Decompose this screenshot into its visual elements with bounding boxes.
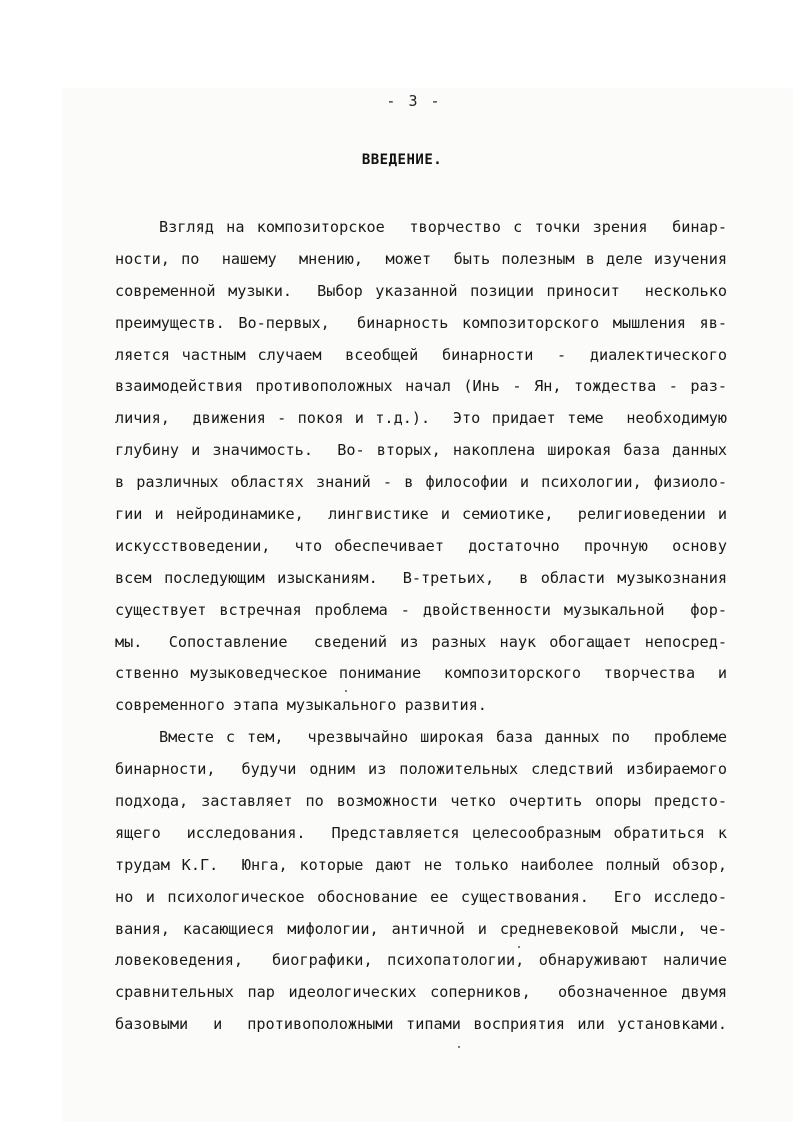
text-line: существует встречная проблема - двойственности музыкальной фор- xyxy=(115,600,727,619)
text-line: ственно музыковедческое понимание композиторского творчества и xyxy=(115,664,727,683)
text-line: всем последующим изысканиям. В-третьих, в области музыкознания xyxy=(115,568,727,587)
text-line: гии и нейродинамике, лингвистике и семиотике, религиоведении и xyxy=(115,505,727,524)
text-line: современной музыки. Выбор указанной позиции приносит несколько xyxy=(115,281,727,300)
text-line: личия, движения - покоя и т.д.). Это придает теме необходимую xyxy=(115,409,727,428)
scan-speck xyxy=(458,1046,460,1048)
text-line: в различных областях знаний - в философии и психологии, физиоло- xyxy=(115,473,727,492)
text-line: Вместе с тем, чрезвычайно широкая база данных по проблеме xyxy=(159,728,727,747)
paragraph-1 xyxy=(115,212,727,722)
text-line: бинарности, будучи одним из положительных следствий избираемого xyxy=(115,760,727,779)
body-text xyxy=(115,212,727,1041)
text-line: искусствоведении, что обеспечивает достаточно прочную основу xyxy=(115,536,727,555)
scan-speck xyxy=(518,946,520,948)
text-line: ляется частным случаем всеобщей бинарности - диалектического xyxy=(115,345,727,364)
text-line: взаимодействия противоположных начал (Инь - Ян, тождества - раз- xyxy=(115,377,727,396)
text-line: мы. Сопоставление сведений из разных наук обогащает непосред- xyxy=(115,632,727,651)
page-number: - 3 - xyxy=(386,92,442,110)
text-line: вания, касающиеся мифологии, античной и средневековой мысли, че- xyxy=(115,919,727,938)
paragraph-2 xyxy=(115,722,727,1041)
text-line: современного этапа музыкального развития. xyxy=(115,696,487,715)
text-line: трудам К.Г. Юнга, которые дают не только наиболее полный обзор, xyxy=(115,855,727,874)
text-line: подхода, заставляет по возможности четко очертить опоры предсто- xyxy=(115,792,727,811)
text-line: ящего исследования. Представляется целесообразным обратиться к xyxy=(115,823,727,842)
text-line: глубину и значимость. Во- вторых, накоплена широкая база данных xyxy=(115,441,727,460)
text-line: преимуществ. Во-первых, бинарность композиторского мышления яв- xyxy=(115,313,727,332)
text-line: но и психологическое обоснование ее существования. Его исследо- xyxy=(115,887,727,906)
text-line: базовыми и противоположными типами восприятия или установками. xyxy=(115,1015,727,1034)
text-line: сравнительных пар идеологических соперников, обозначенное двумя xyxy=(115,983,727,1002)
text-line: ловековедения, биографики, психопатологии, обнаруживают наличие xyxy=(115,951,727,970)
text-line: Взгляд на композиторское творчество с точки зрения бинар- xyxy=(159,218,727,236)
scan-speck xyxy=(345,690,347,692)
section-heading: ВВЕДЕНИЕ. xyxy=(361,152,443,168)
text-line: ности, по нашему мнению, может быть полезным в деле изучения xyxy=(115,249,727,268)
